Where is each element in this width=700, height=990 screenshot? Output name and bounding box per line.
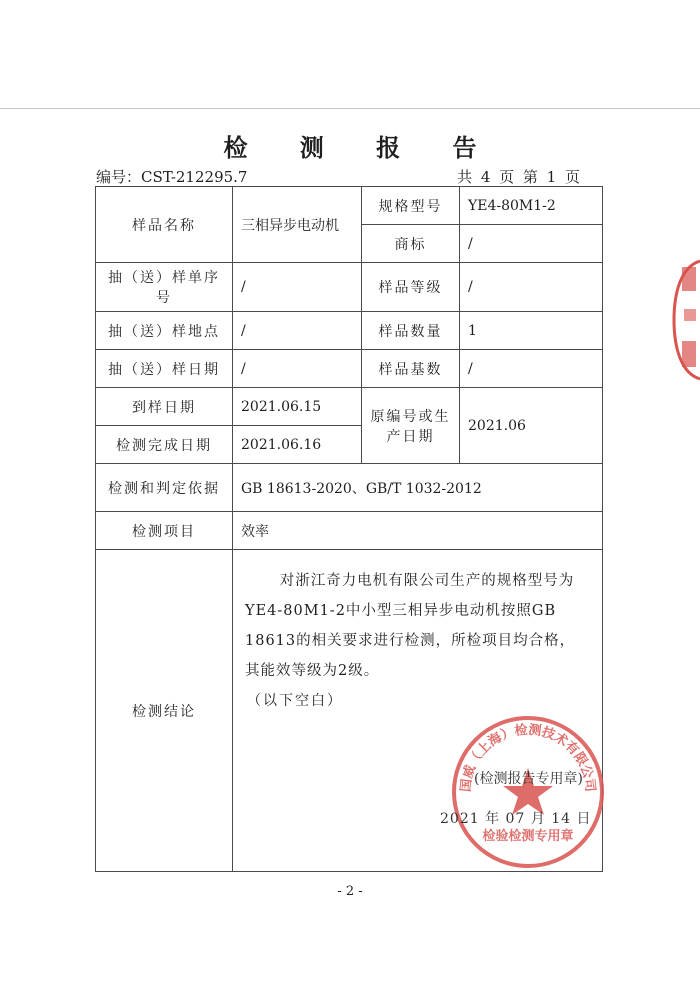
- order-no-label: 抽（送）样单序号: [96, 263, 233, 312]
- blank-note: （以下空白）: [247, 693, 343, 709]
- svg-text:检验检测专用章: 检验检测专用章: [482, 829, 574, 844]
- trademark-label: 商标: [362, 225, 460, 263]
- conclusion-label: 检测结论: [96, 550, 233, 872]
- quantity-value: 1: [460, 312, 603, 350]
- orig-no-label: 原编号或生产日期: [362, 388, 460, 464]
- arrival-date-value: 2021.06.15: [233, 388, 362, 426]
- orig-no-value: 2021.06: [460, 388, 603, 464]
- svg-text:国威（上海）检测技术有限公司: 国威（上海）检测技术有限公司: [458, 722, 598, 793]
- complete-date-value: 2021.06.16: [233, 426, 362, 464]
- sample-name-value: 三相异步电动机: [233, 187, 362, 263]
- base-count-value: /: [460, 350, 603, 388]
- edge-seal-icon: [660, 255, 700, 385]
- order-no-value: /: [233, 263, 362, 312]
- grade-label: 样品等级: [362, 263, 460, 312]
- grade-value: /: [460, 263, 603, 312]
- item-label: 检测项目: [96, 512, 233, 550]
- quantity-label: 样品数量: [362, 312, 460, 350]
- conclusion-text: 对浙江奇力电机有限公司生产的规格型号为YE4-80M1-2中小型三相异步电动机按照GB 18613的相关要求进行检测，所检项目均合格，其能效等级为2级。: [245, 573, 576, 679]
- stamp-label: (检测报告专用章): [474, 771, 583, 787]
- page-info: 共 4 页 第 1 页: [457, 168, 582, 186]
- report-number: 编号：CST-212295.7: [96, 168, 248, 186]
- base-count-label: 样品基数: [362, 350, 460, 388]
- report-title: 检 测 报 告: [223, 133, 499, 162]
- sampling-date-value: /: [233, 350, 362, 388]
- model-label: 规格型号: [362, 187, 460, 225]
- basis-value: GB 18613-2020、GB/T 1032-2012: [233, 464, 603, 512]
- trademark-value: /: [460, 225, 603, 263]
- basis-label: 检测和判定依据: [96, 464, 233, 512]
- official-seal-icon: [448, 712, 608, 872]
- sampling-date-label: 抽（送）样日期: [96, 350, 233, 388]
- location-value: /: [233, 312, 362, 350]
- complete-date-label: 检测完成日期: [96, 426, 233, 464]
- page-footer: - 2 -: [337, 884, 363, 899]
- item-value: 效率: [233, 512, 603, 550]
- issue-date: 2021 年 07 月 14 日: [440, 811, 592, 827]
- sample-name-label: 样品名称: [96, 187, 233, 263]
- model-value: YE4-80M1-2: [460, 187, 603, 225]
- top-rule: [0, 108, 700, 109]
- location-label: 抽（送）样地点: [96, 312, 233, 350]
- arrival-date-label: 到样日期: [96, 388, 233, 426]
